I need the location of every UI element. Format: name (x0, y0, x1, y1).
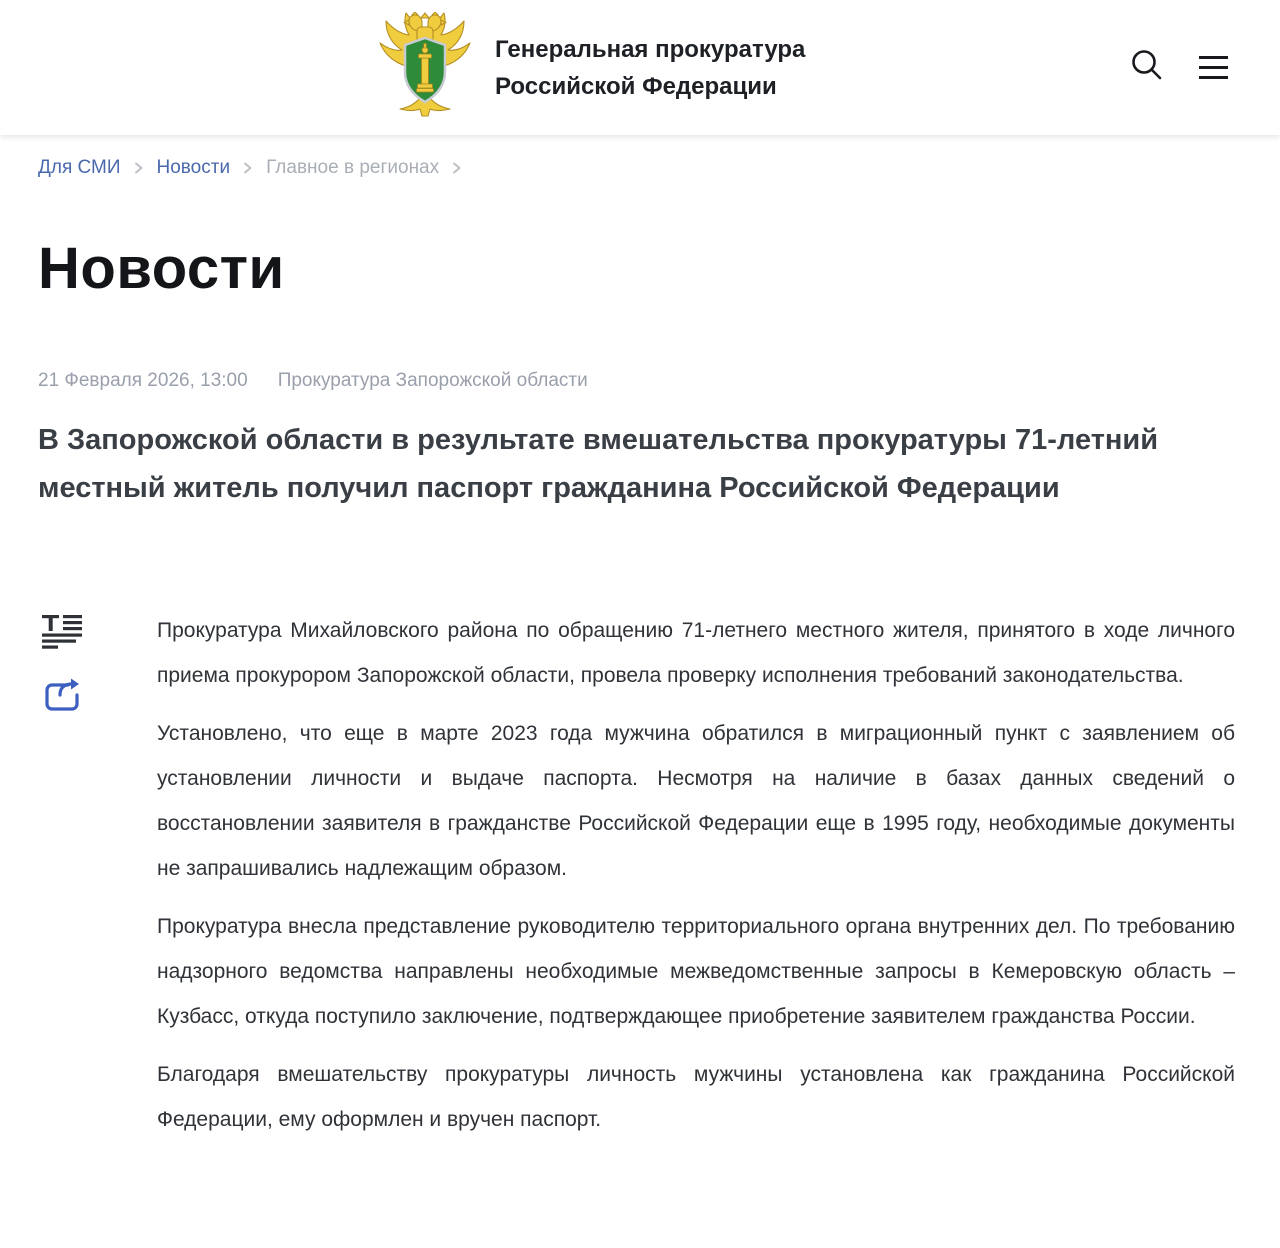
page-title: Новости (38, 236, 285, 301)
share-icon (42, 706, 82, 721)
breadcrumb-item-smi[interactable]: Для СМИ (38, 157, 121, 178)
article-text (157, 608, 1235, 1155)
breadcrumb (38, 157, 1235, 179)
breadcrumb-item-regions: Главное в регионах (266, 157, 440, 178)
article-paragraph: Прокуратура Михайловского района по обращению 71-летнего местного жителя, принятого в ходе личного приема прокурором Запорожской области, провела проверку исполнения требований законодательства. (157, 619, 1235, 687)
article-paragraph: Установлено, что еще в марте 2023 года мужчина обратился в миграционный пункт с заявлением об установлении личности и выдаче паспорта. Несмотря на наличие в базах данных сведений о восстановлении заявителя в гражданстве Российской Федерации еще в 1995 году, необходимые документы не запрашивались надлежащим образом. (157, 722, 1235, 880)
logo-link[interactable] (375, 12, 805, 123)
article-source: Прокуратура Запорожской области (277, 370, 588, 391)
article-paragraph: Прокуратура внесла представление руководителю территориального органа внутренних дел. По требованию надзорного ведомства направлены необходимые межведомственные запросы в Кемеровскую область – Кузбасс, откуда поступило заключение, подтверждающее приобретение заявителем гражданства России. (157, 915, 1235, 1028)
search-button[interactable] (1129, 48, 1165, 87)
search-icon (1129, 48, 1165, 87)
main-content (0, 157, 1280, 1195)
article-body (38, 608, 1235, 1155)
chevron-right-icon (134, 160, 144, 176)
prosecutor-emblem-icon (375, 12, 475, 123)
chevron-right-icon (452, 160, 462, 176)
article-tools (38, 608, 157, 1155)
org-title-line1: Генеральная прокуратура (495, 35, 806, 63)
chevron-right-icon (243, 160, 253, 176)
font-size-icon (40, 639, 84, 654)
org-title (495, 31, 805, 105)
menu-icon (1199, 56, 1228, 59)
header-actions (1129, 48, 1228, 87)
site-header (0, 0, 1280, 135)
share-button[interactable] (40, 676, 84, 721)
article-paragraph: Благодаря вмешательству прокуратуры личность мужчины установлена как гражданина Российской Федерации, ему оформлен и вручен паспорт. (157, 1063, 1235, 1131)
article-meta (38, 370, 1235, 392)
breadcrumb-item-news[interactable]: Новости (156, 157, 231, 178)
article-date: 21 Февраля 2026, 13:00 (38, 370, 248, 391)
menu-button[interactable] (1199, 56, 1228, 79)
article-title: В Запорожской области в результате вмешательства прокуратуры 71-летний местный житель получил паспорт гражданина Российской Федерации (38, 424, 1159, 504)
font-size-button[interactable] (40, 611, 84, 654)
org-title-line2: Российской Федерации (495, 72, 777, 100)
